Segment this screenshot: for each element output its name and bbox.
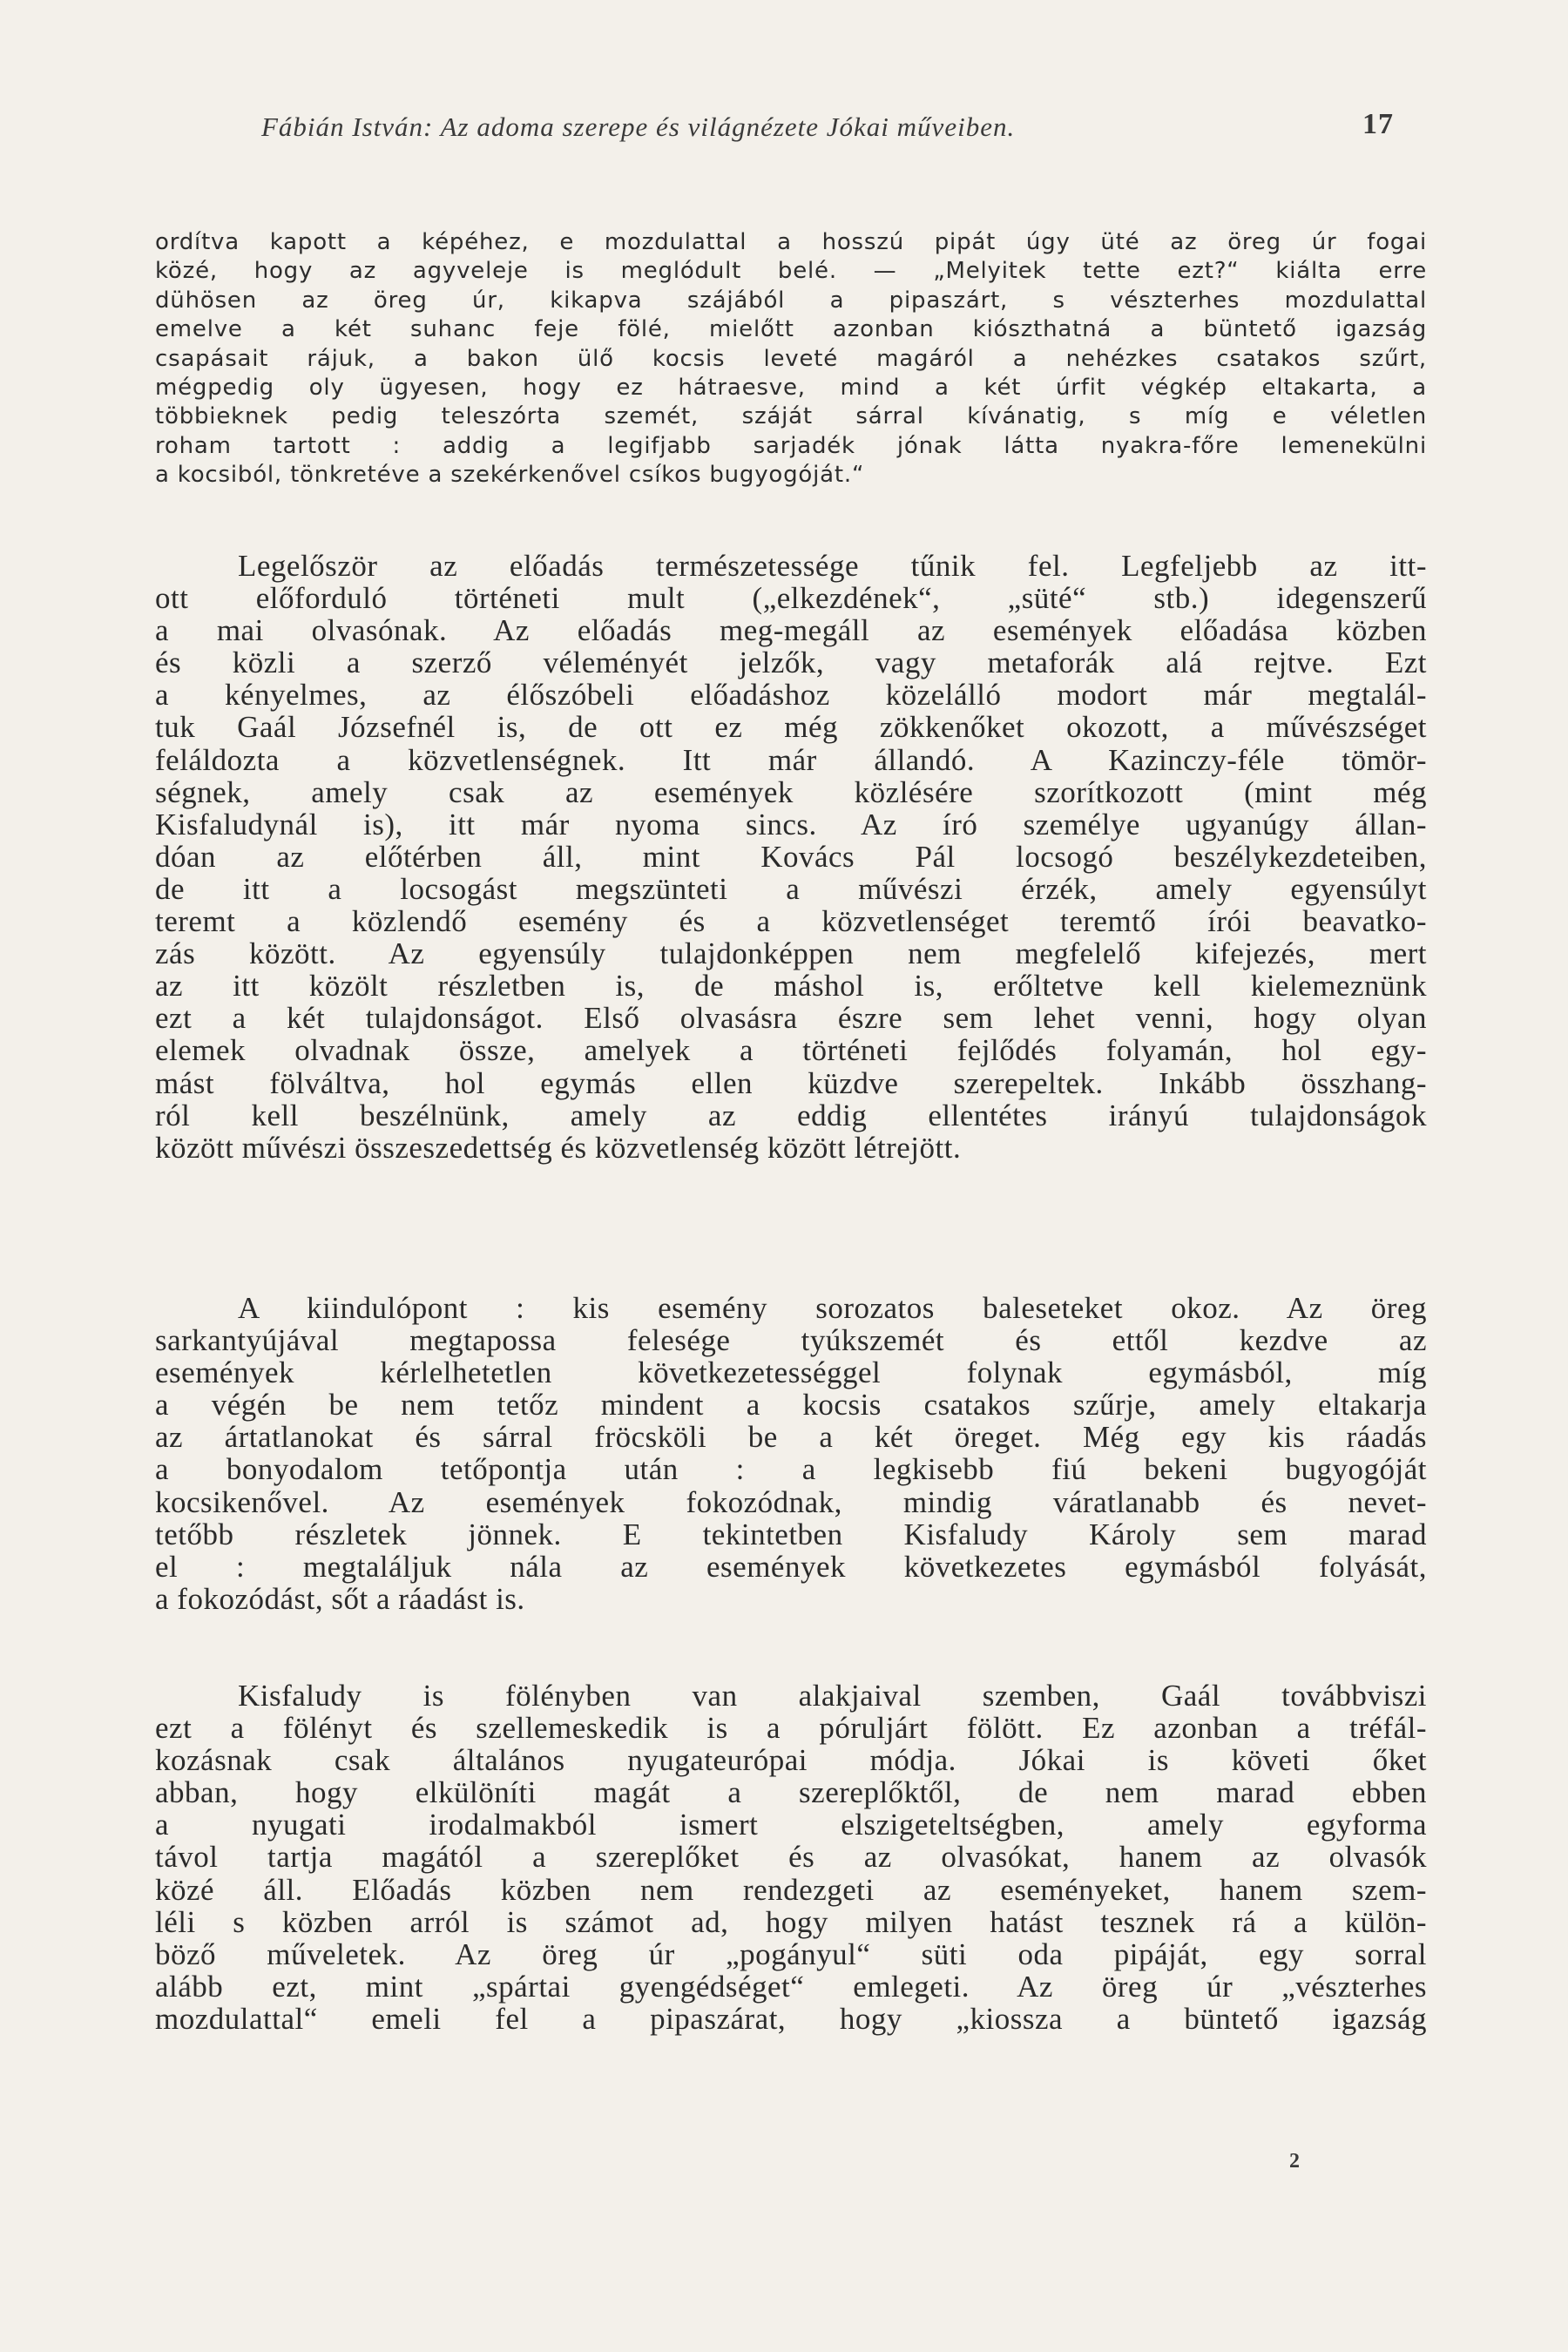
text-line: kozásnak csak általános nyugateurópai módja. Jókai is követi őket bbox=[155, 1743, 1427, 1778]
text-line: böző műveletek. Az öreg úr „pogányul“ süti oda pipáját, egy sorral bbox=[155, 1936, 1427, 1971]
running-head-title: Fábián István: Az adoma szerepe és világnézete Jókai műveiben. bbox=[261, 112, 1016, 142]
text-line: el : megtaláljuk nála az események következetes egymásból folyását, bbox=[155, 1549, 1427, 1584]
quote-line: ordítva kapott a képéhez, e mozdulattal a hosszú pipát úgy üté az öreg úr fogai bbox=[155, 229, 1427, 255]
quote-line: roham tartott : addig a legifjabb sarjadék jónak látta nyakra-főre lemenekülni bbox=[155, 432, 1427, 459]
signature-mark: 2 bbox=[1289, 2150, 1300, 2173]
text-line: tetőbb részletek jönnek. E tekintetben Kisfaludy Károly sem marad bbox=[155, 1517, 1427, 1551]
text-line: az ártatlanokat és sárral fröcsköli be a két öreget. Még egy kis ráadás bbox=[155, 1420, 1427, 1455]
text-line: zás között. Az egyensúly tulajdonképpen nem megfelelő kifejezés, mert bbox=[155, 936, 1427, 971]
text-line: feláldozta a közvetlenségnek. Itt már állandó. A Kazinczy-féle tömör- bbox=[155, 742, 1427, 777]
text-line: ségnek, amely csak az események közlésére szorítkozott (mint még bbox=[155, 774, 1427, 809]
text-line: A kiindulópont : kis esemény sorozatos baleseteket okoz. Az öreg bbox=[238, 1291, 1427, 1325]
text-line: alább ezt, mint „spártai gyengédséget“ emlegeti. Az öreg úr „vészterhes bbox=[155, 1969, 1427, 2004]
quote-line: emelve a két suhanc feje fölé, mielőtt azonban kiószthatná a büntető igazság bbox=[155, 316, 1427, 343]
text-line: de itt a locsogást megszünteti a művészi érzék, amely egyensúlyt bbox=[155, 871, 1427, 906]
text-line: a kényelmes, az élőszóbeli előadáshoz közelálló modort már megtalál- bbox=[155, 678, 1427, 713]
text-line: mozdulattal“ emeli fel a pipaszárat, hogy „kiossza a büntető igazság bbox=[155, 2001, 1427, 2036]
quote-line: a kocsiból, tönkretéve a szekérkenővel csíkos bugyogóját.“ bbox=[155, 462, 865, 489]
quote-line: mégpedig oly ügyesen, hogy ez hátraesve, mind a két úrfit végkép eltakarta, a bbox=[155, 375, 1427, 402]
text-line: Legelőször az előadás természetessége tűnik fel. Legfeljebb az itt- bbox=[238, 549, 1427, 583]
text-line: a nyugati irodalmakból ismert elszigeteltségben, amely egyforma bbox=[155, 1808, 1427, 1842]
block-quote bbox=[155, 228, 1427, 490]
text-line: ezt a két tulajdonságot. Első olvasásra észre sem lehet venni, hogy olyan bbox=[155, 1001, 1427, 1036]
text-line: ról kell beszélnünk, amely az eddig ellentétes irányú tulajdonságok bbox=[155, 1098, 1427, 1132]
text-line: elemek olvadnak össze, amelyek a történeti fejlődés folyamán, hol egy- bbox=[155, 1033, 1427, 1068]
text-line: léli s közben arról is számot ad, hogy milyen hatást tesznek rá a külön- bbox=[155, 1904, 1427, 1939]
text-line: tuk Gaál Józsefnél is, de ott ez még zökkenőket okozott, a művészséget bbox=[155, 710, 1427, 745]
text-line: között művészi összeszedettség és közvetlenség között létrejött. bbox=[155, 1130, 962, 1165]
text-line: a végén be nem tetőz mindent a kocsis csatakos szűrje, amely eltakarja bbox=[155, 1388, 1427, 1423]
text-line: a bonyodalom tetőpontja után : a legkisebb fiú bekeni bugyogóját bbox=[155, 1452, 1427, 1487]
quote-line: csapásait rájuk, a bakon ülő kocsis leveté magáról a nehézkes csatakos szűrt, bbox=[155, 345, 1427, 372]
paragraph-2 bbox=[155, 1292, 1427, 1615]
text-line: teremt a közlendő esemény és a közvetlenséget teremtő írói beavatko- bbox=[155, 904, 1427, 939]
text-line: mást fölváltva, hol egymás ellen küzdve szerepeltek. Inkább összhang- bbox=[155, 1065, 1427, 1100]
text-line: távol tartja magától a szereplőket és az olvasókat, hanem az olvasók bbox=[155, 1840, 1427, 1875]
text-line: ott előforduló történeti mult („elkezdének“, „süté“ stb.) idegenszerű bbox=[155, 581, 1427, 616]
text-line: a fokozódást, sőt a ráadást is. bbox=[155, 1581, 525, 1616]
text-line: Kisfaludy is fölényben van alakjaival szemben, Gaál továbbviszi bbox=[238, 1679, 1427, 1713]
text-line: sarkantyújával megtapossa felesége tyúkszemét és ettől kezdve az bbox=[155, 1323, 1427, 1358]
running-head bbox=[261, 108, 1394, 146]
quote-line: közé, hogy az agyveleje is meglódult belé. — „Melyitek tette ezt?“ kiálta erre bbox=[155, 258, 1427, 285]
text-line: események kérlelhetetlen következetességgel folynak egymásból, míg bbox=[155, 1355, 1427, 1390]
text-line: dóan az előtérben áll, mint Kovács Pál locsogó beszélykezdeteiben, bbox=[155, 839, 1427, 874]
text-line: ezt a fölényt és szellemeskedik is a póruljárt fölött. Ez azonban a tréfál- bbox=[155, 1711, 1427, 1746]
text-line: Kisfaludynál is), itt már nyoma sincs. Az író személye ugyanúgy állan- bbox=[155, 807, 1427, 841]
quote-line: többieknek pedig teleszórta szemét, száját sárral kívánatig, s míg e véletlen bbox=[155, 403, 1427, 430]
page-number: 17 bbox=[1362, 108, 1394, 140]
paragraph-1 bbox=[155, 550, 1427, 1164]
text-line: az itt közölt részletben is, de máshol is, erőltetve kell kielemeznünk bbox=[155, 969, 1427, 1004]
paragraph-3 bbox=[155, 1680, 1427, 2035]
text-line: és közli a szerző véleményét jelzők, vagy metaforák alá rejtve. Ezt bbox=[155, 645, 1427, 680]
quote-line: dühösen az öreg úr, kikapva szájából a pipaszárt, s vészterhes mozdulattal bbox=[155, 287, 1427, 314]
text-line: abban, hogy elkülöníti magát a szereplőktől, de nem marad ebben bbox=[155, 1775, 1427, 1810]
text-line: a mai olvasónak. Az előadás meg-megáll az események előadása közben bbox=[155, 613, 1427, 648]
text-line: közé áll. Előadás közben nem rendezgeti az eseményeket, hanem szem- bbox=[155, 1872, 1427, 1907]
text-line: kocsikenővel. Az események fokozódnak, mindig váratlanabb és nevet- bbox=[155, 1484, 1427, 1519]
